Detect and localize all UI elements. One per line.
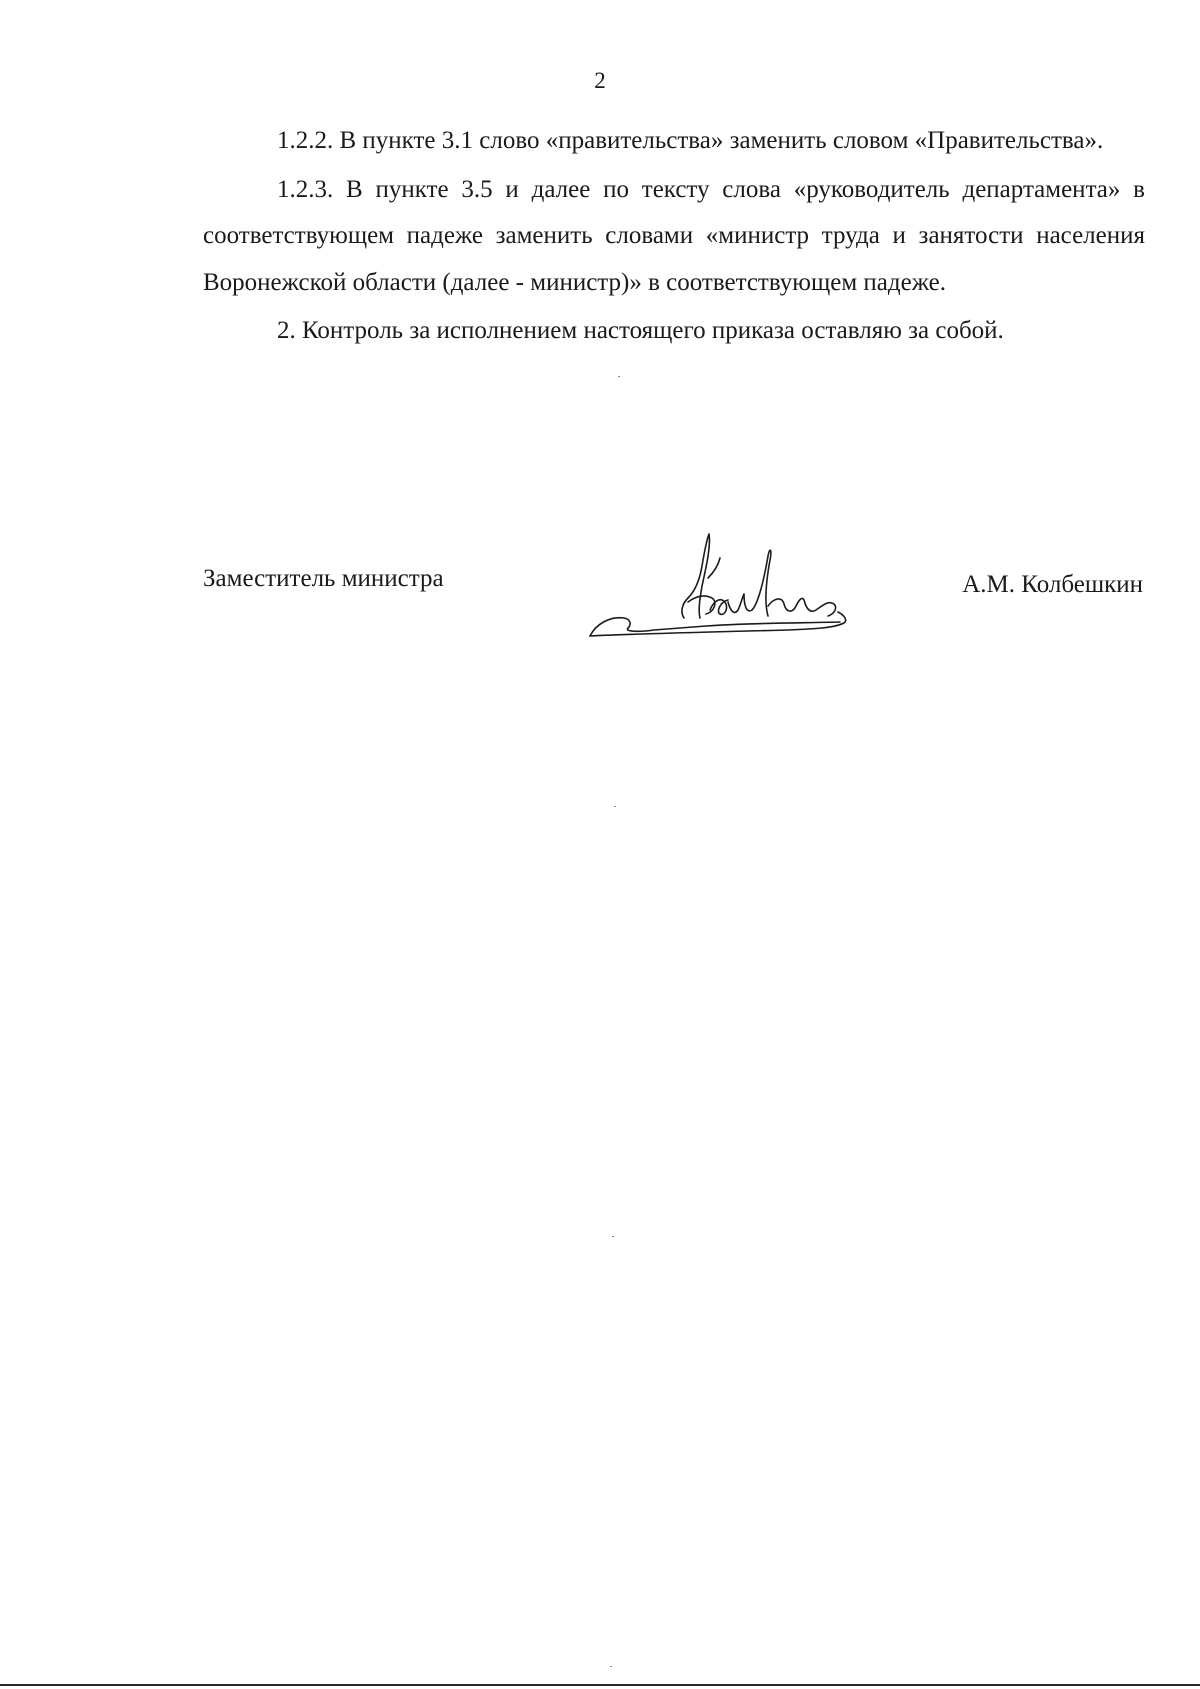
paragraph-1-2-3: 1.2.3. В пункте 3.5 и далее по тексту слова «руководитель департамента» в соответствующем падеже заменить словами «министр труда и занятости населения Воронежской области (далее - министр)» в соответствующем падеже. <box>203 175 1145 296</box>
signer-position-title: Заместитель министра <box>203 565 444 592</box>
page-number: 2 <box>594 68 606 93</box>
scan-speck <box>618 376 620 377</box>
scan-speck <box>610 1666 612 1667</box>
paragraph-2: 2. Контроль за исполнением настоящего приказа оставляю за собой. <box>277 317 1004 344</box>
scan-bottom-edge <box>0 1684 1200 1686</box>
document-body <box>203 118 1145 357</box>
scan-speck <box>614 806 616 807</box>
paragraph-1-2-2: 1.2.2. В пункте 3.1 слово «правительства» заменить словом «Правительства». <box>277 127 1104 154</box>
signer-name: А.М. Колбешкин <box>962 571 1143 598</box>
handwritten-signature <box>588 520 858 645</box>
scan-speck <box>612 1236 614 1237</box>
